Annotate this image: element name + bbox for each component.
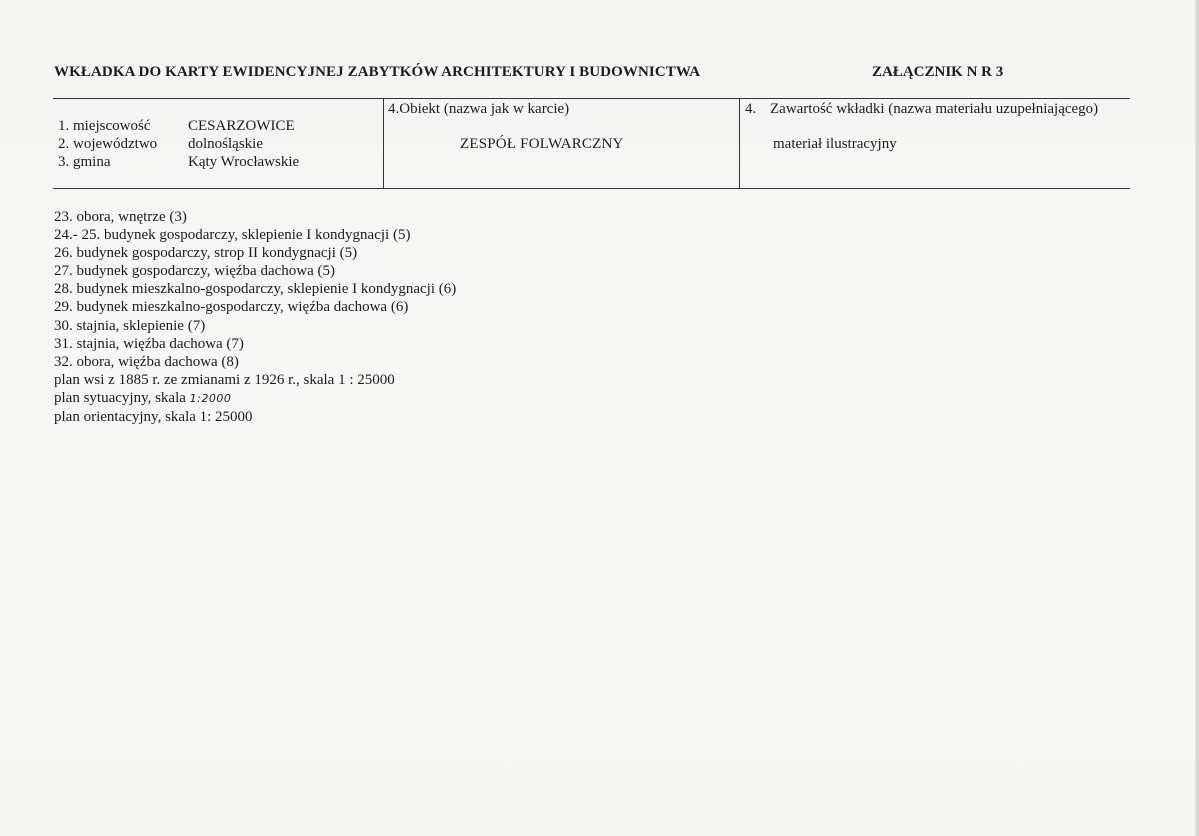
handwritten-scale: 1:2000 [189,391,232,405]
location-label-place: 1. miejscowość [58,118,151,134]
location-value-place: CESARZOWICE [188,118,295,134]
materials-list [54,208,456,426]
object-label: 4.Obiekt (nazwa jak w karcie) [388,101,570,117]
table-divider-2 [739,98,740,189]
table-bottom-rule [53,188,1130,189]
list-item: plan orientacyjny, skala 1: 25000 [54,409,253,426]
location-value-commune: Kąty Wrocławskie [188,154,300,170]
list-item-situational-plan [54,389,456,408]
situational-plan-label: plan sytuacyjny, skala [54,389,190,406]
page-edge [1195,0,1199,836]
list-item: 28. budynek mieszkalno-gospodarczy, sklepienie I kondygnacji (6) [54,281,457,298]
list-item: 24.- 25. budynek gospodarczy, sklepienie I kondygnacji (5) [54,227,411,244]
list-item: 29. budynek mieszkalno-gospodarczy, więźba dachowa (6) [54,299,409,316]
location-label-voivodeship: 2. województwo [58,136,158,152]
list-item: 31. stajnia, więźba dachowa (7) [54,335,244,352]
table-top-rule [53,98,1130,99]
location-value-voivodeship: dolnośląskie [188,136,263,152]
list-item: 30. stajnia, sklepienie (7) [54,317,206,334]
object-value: ZESPÓŁ FOLWARCZNY [460,136,624,152]
contents-value: materiał ilustracyjny [773,136,897,152]
list-item: 32. obora, więźba dachowa (8) [54,353,239,370]
list-item: 23. obora, wnętrze (3) [54,209,187,225]
table-divider-1 [383,98,384,189]
list-item: plan wsi z 1885 r. ze zmianami z 1926 r., skala 1 : 25000 [54,371,395,388]
contents-label: Zawartość wkładki (nazwa materiału uzupełniającego) [770,101,1099,117]
list-item: 27. budynek gospodarczy, więźba dachowa (5) [54,263,336,280]
contents-label-number: 4. [745,101,757,117]
list-item: 26. budynek gospodarczy, strop II kondygnacji (5) [54,245,358,262]
annex-number: ZAŁĄCZNIK N R 3 [872,64,1004,80]
location-label-commune: 3. gmina [58,154,111,170]
document-title: WKŁADKA DO KARTY EWIDENCYJNEJ ZABYTKÓW ARCHITEKTURY I BUDOWNICTWA [54,64,701,80]
